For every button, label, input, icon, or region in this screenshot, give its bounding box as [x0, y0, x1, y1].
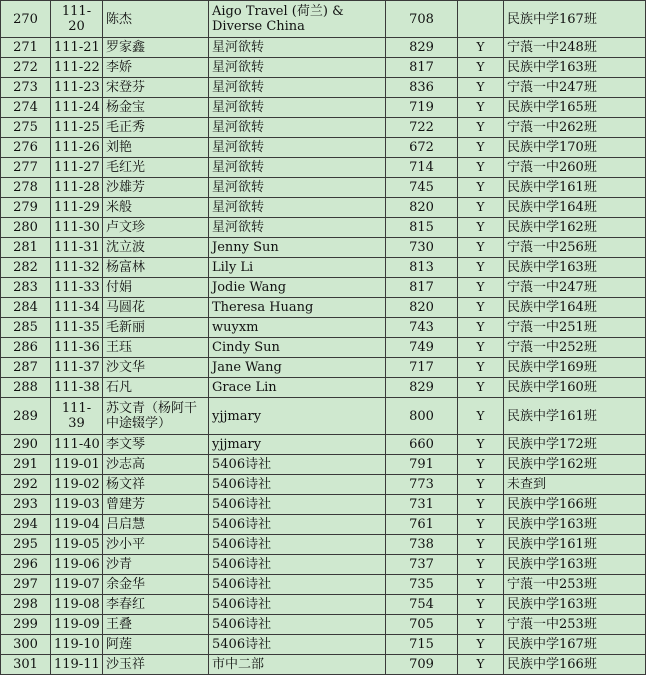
score-cell[interactable]: 708: [386, 1, 458, 38]
table-row: [1, 495, 646, 515]
sponsor-cell[interactable]: 5406诗社: [209, 555, 386, 575]
sponsor-cell[interactable]: 5406诗社: [209, 635, 386, 655]
status-cell[interactable]: Y: [458, 238, 504, 258]
student-name-cell[interactable]: 阿莲: [103, 635, 209, 655]
student-name-cell[interactable]: 毛新丽: [103, 318, 209, 338]
score-cell[interactable]: 737: [386, 555, 458, 575]
row-number-cell[interactable]: 286: [1, 338, 51, 358]
table-row: [1, 555, 646, 575]
table-row: [1, 78, 646, 98]
row-number-cell[interactable]: 291: [1, 455, 51, 475]
student-code-cell[interactable]: 111-35: [51, 318, 103, 338]
score-cell[interactable]: 813: [386, 258, 458, 278]
sponsor-cell[interactable]: 星河欲转: [209, 98, 386, 118]
school-class-cell[interactable]: 民族中学162班: [504, 218, 646, 238]
student-name-cell[interactable]: 宋登芬: [103, 78, 209, 98]
sponsor-cell[interactable]: 星河欲转: [209, 178, 386, 198]
score-cell[interactable]: 745: [386, 178, 458, 198]
row-number-cell[interactable]: 271: [1, 38, 51, 58]
sponsor-cell[interactable]: Jodie Wang: [209, 278, 386, 298]
status-cell[interactable]: Y: [458, 635, 504, 655]
table-row: [1, 635, 646, 655]
student-name-cell[interactable]: 苏文青（杨阿干中途辍学）: [103, 398, 209, 435]
sponsor-cell[interactable]: 5406诗社: [209, 595, 386, 615]
score-cell[interactable]: 820: [386, 298, 458, 318]
student-code-cell[interactable]: 111-34: [51, 298, 103, 318]
score-cell[interactable]: 714: [386, 158, 458, 178]
status-cell[interactable]: [458, 1, 504, 38]
student-name-cell[interactable]: 王叠: [103, 615, 209, 635]
school-class-cell[interactable]: 宁蒗一中247班: [504, 78, 646, 98]
score-cell[interactable]: 800: [386, 398, 458, 435]
student-name-cell[interactable]: 陈杰: [103, 1, 209, 38]
student-code-cell[interactable]: 111-24: [51, 98, 103, 118]
score-cell[interactable]: 829: [386, 38, 458, 58]
table-row: [1, 615, 646, 635]
status-cell[interactable]: Y: [458, 318, 504, 338]
sponsor-cell[interactable]: 5406诗社: [209, 615, 386, 635]
student-name-cell[interactable]: 王珏: [103, 338, 209, 358]
student-code-cell[interactable]: 111-25: [51, 118, 103, 138]
student-code-cell[interactable]: 119-05: [51, 535, 103, 555]
school-class-cell[interactable]: 民族中学163班: [504, 515, 646, 535]
student-name-cell[interactable]: 罗家鑫: [103, 38, 209, 58]
status-cell[interactable]: Y: [458, 198, 504, 218]
table-row: [1, 158, 646, 178]
status-cell[interactable]: Y: [458, 515, 504, 535]
school-class-cell[interactable]: 民族中学163班: [504, 595, 646, 615]
status-cell[interactable]: Y: [458, 615, 504, 635]
student-code-cell[interactable]: 111-26: [51, 138, 103, 158]
school-class-cell[interactable]: 宁蒗一中262班: [504, 118, 646, 138]
score-cell[interactable]: 672: [386, 138, 458, 158]
student-name-cell[interactable]: 沙小平: [103, 535, 209, 555]
table-row: [1, 535, 646, 555]
status-cell[interactable]: Y: [458, 218, 504, 238]
row-number-cell[interactable]: 288: [1, 378, 51, 398]
student-code-cell[interactable]: 111-39: [51, 398, 103, 435]
sponsor-cell[interactable]: 星河欲转: [209, 58, 386, 78]
score-cell[interactable]: 761: [386, 515, 458, 535]
row-number-cell[interactable]: 297: [1, 575, 51, 595]
status-cell[interactable]: Y: [458, 358, 504, 378]
sponsor-cell[interactable]: yjjmary: [209, 435, 386, 455]
sponsor-cell[interactable]: 星河欲转: [209, 218, 386, 238]
student-name-cell[interactable]: 杨金宝: [103, 98, 209, 118]
table-row: [1, 455, 646, 475]
status-cell[interactable]: Y: [458, 455, 504, 475]
table-row: [1, 178, 646, 198]
student-name-cell[interactable]: 李娇: [103, 58, 209, 78]
student-code-cell[interactable]: 111-21: [51, 38, 103, 58]
status-cell[interactable]: Y: [458, 38, 504, 58]
status-cell[interactable]: Y: [458, 475, 504, 495]
student-name-cell[interactable]: 刘艳: [103, 138, 209, 158]
row-number-cell[interactable]: 277: [1, 158, 51, 178]
school-class-cell[interactable]: 民族中学163班: [504, 58, 646, 78]
table-row: [1, 655, 646, 675]
row-number-cell[interactable]: 279: [1, 198, 51, 218]
sponsor-cell[interactable]: 星河欲转: [209, 158, 386, 178]
score-cell[interactable]: 660: [386, 435, 458, 455]
score-cell[interactable]: 773: [386, 475, 458, 495]
school-class-cell[interactable]: 民族中学161班: [504, 178, 646, 198]
row-number-cell[interactable]: 299: [1, 615, 51, 635]
student-code-cell[interactable]: 119-06: [51, 555, 103, 575]
sponsor-cell[interactable]: yjjmary: [209, 398, 386, 435]
student-name-cell[interactable]: 马圆花: [103, 298, 209, 318]
student-code-cell[interactable]: 111-23: [51, 78, 103, 98]
score-cell[interactable]: 815: [386, 218, 458, 238]
status-cell[interactable]: Y: [458, 278, 504, 298]
school-class-cell[interactable]: 民族中学165班: [504, 98, 646, 118]
sponsor-cell[interactable]: 5406诗社: [209, 515, 386, 535]
row-number-cell[interactable]: 278: [1, 178, 51, 198]
school-class-cell[interactable]: 宁蒗一中253班: [504, 615, 646, 635]
student-name-cell[interactable]: 沙青: [103, 555, 209, 575]
school-class-cell[interactable]: 民族中学161班: [504, 398, 646, 435]
row-number-cell[interactable]: 270: [1, 1, 51, 38]
table-row: [1, 118, 646, 138]
student-code-cell[interactable]: 111-40: [51, 435, 103, 455]
score-cell[interactable]: 735: [386, 575, 458, 595]
student-code-cell[interactable]: 111-32: [51, 258, 103, 278]
row-number-cell[interactable]: 275: [1, 118, 51, 138]
student-name-cell[interactable]: 石凡: [103, 378, 209, 398]
student-code-cell[interactable]: 119-11: [51, 655, 103, 675]
sponsor-cell[interactable]: Grace Lin: [209, 378, 386, 398]
student-code-cell[interactable]: 111-33: [51, 278, 103, 298]
student-name-cell[interactable]: 沙志高: [103, 455, 209, 475]
table-row: [1, 595, 646, 615]
score-cell[interactable]: 817: [386, 278, 458, 298]
school-class-cell[interactable]: 民族中学172班: [504, 435, 646, 455]
sponsor-cell[interactable]: 5406诗社: [209, 535, 386, 555]
status-cell[interactable]: Y: [458, 138, 504, 158]
status-cell[interactable]: Y: [458, 595, 504, 615]
score-cell[interactable]: 743: [386, 318, 458, 338]
row-number-cell[interactable]: 276: [1, 138, 51, 158]
school-class-cell[interactable]: 宁蒗一中252班: [504, 338, 646, 358]
school-class-cell[interactable]: 民族中学164班: [504, 198, 646, 218]
student-name-cell[interactable]: 毛正秀: [103, 118, 209, 138]
school-class-cell[interactable]: 民族中学166班: [504, 655, 646, 675]
table-row: [1, 338, 646, 358]
school-class-cell[interactable]: 民族中学166班: [504, 495, 646, 515]
table-row: [1, 318, 646, 338]
status-cell[interactable]: Y: [458, 118, 504, 138]
student-code-cell[interactable]: 119-03: [51, 495, 103, 515]
sponsor-cell[interactable]: Lily Li: [209, 258, 386, 278]
table-row: [1, 575, 646, 595]
student-code-cell[interactable]: 111-31: [51, 238, 103, 258]
status-cell[interactable]: Y: [458, 495, 504, 515]
student-name-cell[interactable]: 毛红光: [103, 158, 209, 178]
student-code-cell[interactable]: 119-08: [51, 595, 103, 615]
sponsor-cell[interactable]: 星河欲转: [209, 198, 386, 218]
table-row: [1, 378, 646, 398]
row-number-cell[interactable]: 280: [1, 218, 51, 238]
score-cell[interactable]: 754: [386, 595, 458, 615]
student-code-cell[interactable]: 111-20: [51, 1, 103, 38]
student-name-cell[interactable]: 杨富林: [103, 258, 209, 278]
status-cell[interactable]: Y: [458, 58, 504, 78]
school-class-cell[interactable]: 民族中学169班: [504, 358, 646, 378]
school-class-cell[interactable]: 宁蒗一中253班: [504, 575, 646, 595]
student-code-cell[interactable]: 111-22: [51, 58, 103, 78]
table-row: [1, 358, 646, 378]
row-number-cell[interactable]: 293: [1, 495, 51, 515]
student-name-cell[interactable]: 李春红: [103, 595, 209, 615]
sponsor-cell[interactable]: Jane Wang: [209, 358, 386, 378]
student-code-cell[interactable]: 111-37: [51, 358, 103, 378]
student-name-cell[interactable]: 付娟: [103, 278, 209, 298]
student-name-cell[interactable]: 余金华: [103, 575, 209, 595]
sponsor-cell[interactable]: 星河欲转: [209, 78, 386, 98]
school-class-cell[interactable]: 民族中学164班: [504, 298, 646, 318]
table-row: [1, 198, 646, 218]
row-number-cell[interactable]: 283: [1, 278, 51, 298]
sponsor-cell[interactable]: 星河欲转: [209, 118, 386, 138]
sponsor-cell[interactable]: Theresa Huang: [209, 298, 386, 318]
student-name-cell[interactable]: 沈立波: [103, 238, 209, 258]
row-number-cell[interactable]: 298: [1, 595, 51, 615]
sponsor-cell[interactable]: 星河欲转: [209, 38, 386, 58]
status-cell[interactable]: Y: [458, 178, 504, 198]
student-name-cell[interactable]: 卢文珍: [103, 218, 209, 238]
school-class-cell[interactable]: 民族中学163班: [504, 258, 646, 278]
score-cell[interactable]: 738: [386, 535, 458, 555]
row-number-cell[interactable]: 274: [1, 98, 51, 118]
student-name-cell[interactable]: 米般: [103, 198, 209, 218]
score-cell[interactable]: 731: [386, 495, 458, 515]
score-cell[interactable]: 829: [386, 378, 458, 398]
score-cell[interactable]: 722: [386, 118, 458, 138]
status-cell[interactable]: Y: [458, 338, 504, 358]
student-name-cell[interactable]: 沙文华: [103, 358, 209, 378]
school-class-cell[interactable]: 民族中学161班: [504, 535, 646, 555]
student-code-cell[interactable]: 119-10: [51, 635, 103, 655]
student-code-cell[interactable]: 119-02: [51, 475, 103, 495]
row-number-cell[interactable]: 285: [1, 318, 51, 338]
school-class-cell[interactable]: 民族中学162班: [504, 455, 646, 475]
status-cell[interactable]: Y: [458, 555, 504, 575]
row-number-cell[interactable]: 290: [1, 435, 51, 455]
student-code-cell[interactable]: 119-01: [51, 455, 103, 475]
status-cell[interactable]: Y: [458, 398, 504, 435]
status-cell[interactable]: Y: [458, 98, 504, 118]
row-number-cell[interactable]: 282: [1, 258, 51, 278]
school-class-cell[interactable]: 民族中学163班: [504, 555, 646, 575]
score-cell[interactable]: 730: [386, 238, 458, 258]
sponsor-cell[interactable]: Jenny Sun: [209, 238, 386, 258]
status-cell[interactable]: Y: [458, 258, 504, 278]
score-cell[interactable]: 719: [386, 98, 458, 118]
sponsor-cell[interactable]: wuyxm: [209, 318, 386, 338]
row-number-cell[interactable]: 292: [1, 475, 51, 495]
row-number-cell[interactable]: 273: [1, 78, 51, 98]
student-name-cell[interactable]: 沙雄芳: [103, 178, 209, 198]
school-class-cell[interactable]: 宁蒗一中251班: [504, 318, 646, 338]
row-number-cell[interactable]: 289: [1, 398, 51, 435]
sponsor-cell[interactable]: 星河欲转: [209, 138, 386, 158]
sponsor-cell[interactable]: Cindy Sun: [209, 338, 386, 358]
school-class-cell[interactable]: 民族中学167班: [504, 635, 646, 655]
student-name-cell[interactable]: 李文琴: [103, 435, 209, 455]
status-cell[interactable]: Y: [458, 378, 504, 398]
status-cell[interactable]: Y: [458, 655, 504, 675]
student-code-cell[interactable]: 119-09: [51, 615, 103, 635]
student-name-cell[interactable]: 杨文祥: [103, 475, 209, 495]
school-class-cell[interactable]: 宁蒗一中248班: [504, 38, 646, 58]
table-row: [1, 435, 646, 455]
school-class-cell[interactable]: 民族中学160班: [504, 378, 646, 398]
student-name-cell[interactable]: 吕启慧: [103, 515, 209, 535]
status-cell[interactable]: Y: [458, 435, 504, 455]
student-code-cell[interactable]: 111-38: [51, 378, 103, 398]
table-row: [1, 475, 646, 495]
table-row: [1, 98, 646, 118]
status-cell[interactable]: Y: [458, 78, 504, 98]
student-code-cell[interactable]: 111-29: [51, 198, 103, 218]
table-row: [1, 138, 646, 158]
school-class-cell[interactable]: 宁蒗一中256班: [504, 238, 646, 258]
score-cell[interactable]: 705: [386, 615, 458, 635]
table-row: [1, 298, 646, 318]
student-code-cell[interactable]: 111-28: [51, 178, 103, 198]
score-cell[interactable]: 709: [386, 655, 458, 675]
school-class-cell[interactable]: 民族中学167班: [504, 1, 646, 38]
student-code-cell[interactable]: 119-04: [51, 515, 103, 535]
score-cell[interactable]: 791: [386, 455, 458, 475]
row-number-cell[interactable]: 300: [1, 635, 51, 655]
sponsor-cell[interactable]: 5406诗社: [209, 475, 386, 495]
status-cell[interactable]: Y: [458, 298, 504, 318]
row-number-cell[interactable]: 281: [1, 238, 51, 258]
student-code-cell[interactable]: 111-27: [51, 158, 103, 178]
school-class-cell[interactable]: 民族中学170班: [504, 138, 646, 158]
school-class-cell[interactable]: 宁蒗一中260班: [504, 158, 646, 178]
table-row: [1, 218, 646, 238]
sponsor-cell[interactable]: 市中二部: [209, 655, 386, 675]
score-cell[interactable]: 749: [386, 338, 458, 358]
table-row: [1, 1, 646, 38]
table-row: [1, 515, 646, 535]
row-number-cell[interactable]: 301: [1, 655, 51, 675]
sponsor-cell[interactable]: Aigo Travel (荷兰) & Diverse China: [209, 1, 386, 38]
student-code-cell[interactable]: 119-07: [51, 575, 103, 595]
score-cell[interactable]: 836: [386, 78, 458, 98]
table-row: [1, 58, 646, 78]
sponsor-cell[interactable]: 5406诗社: [209, 575, 386, 595]
row-number-cell[interactable]: 287: [1, 358, 51, 378]
score-cell[interactable]: 715: [386, 635, 458, 655]
table-row: [1, 398, 646, 435]
status-cell[interactable]: Y: [458, 158, 504, 178]
sponsor-cell[interactable]: 5406诗社: [209, 455, 386, 475]
table-row: [1, 258, 646, 278]
status-cell[interactable]: Y: [458, 575, 504, 595]
school-class-cell[interactable]: 宁蒗一中247班: [504, 278, 646, 298]
row-number-cell[interactable]: 284: [1, 298, 51, 318]
row-number-cell[interactable]: 295: [1, 535, 51, 555]
student-name-cell[interactable]: 曾建芳: [103, 495, 209, 515]
student-code-cell[interactable]: 111-36: [51, 338, 103, 358]
school-class-cell[interactable]: 未查到: [504, 475, 646, 495]
table-row: [1, 238, 646, 258]
status-cell[interactable]: Y: [458, 535, 504, 555]
row-number-cell[interactable]: 294: [1, 515, 51, 535]
student-code-cell[interactable]: 111-30: [51, 218, 103, 238]
table-row: [1, 38, 646, 58]
sponsor-cell[interactable]: 5406诗社: [209, 495, 386, 515]
row-number-cell[interactable]: 296: [1, 555, 51, 575]
score-cell[interactable]: 820: [386, 198, 458, 218]
row-number-cell[interactable]: 272: [1, 58, 51, 78]
score-cell[interactable]: 817: [386, 58, 458, 78]
student-name-cell[interactable]: 沙玉祥: [103, 655, 209, 675]
score-cell[interactable]: 717: [386, 358, 458, 378]
table-row: [1, 278, 646, 298]
